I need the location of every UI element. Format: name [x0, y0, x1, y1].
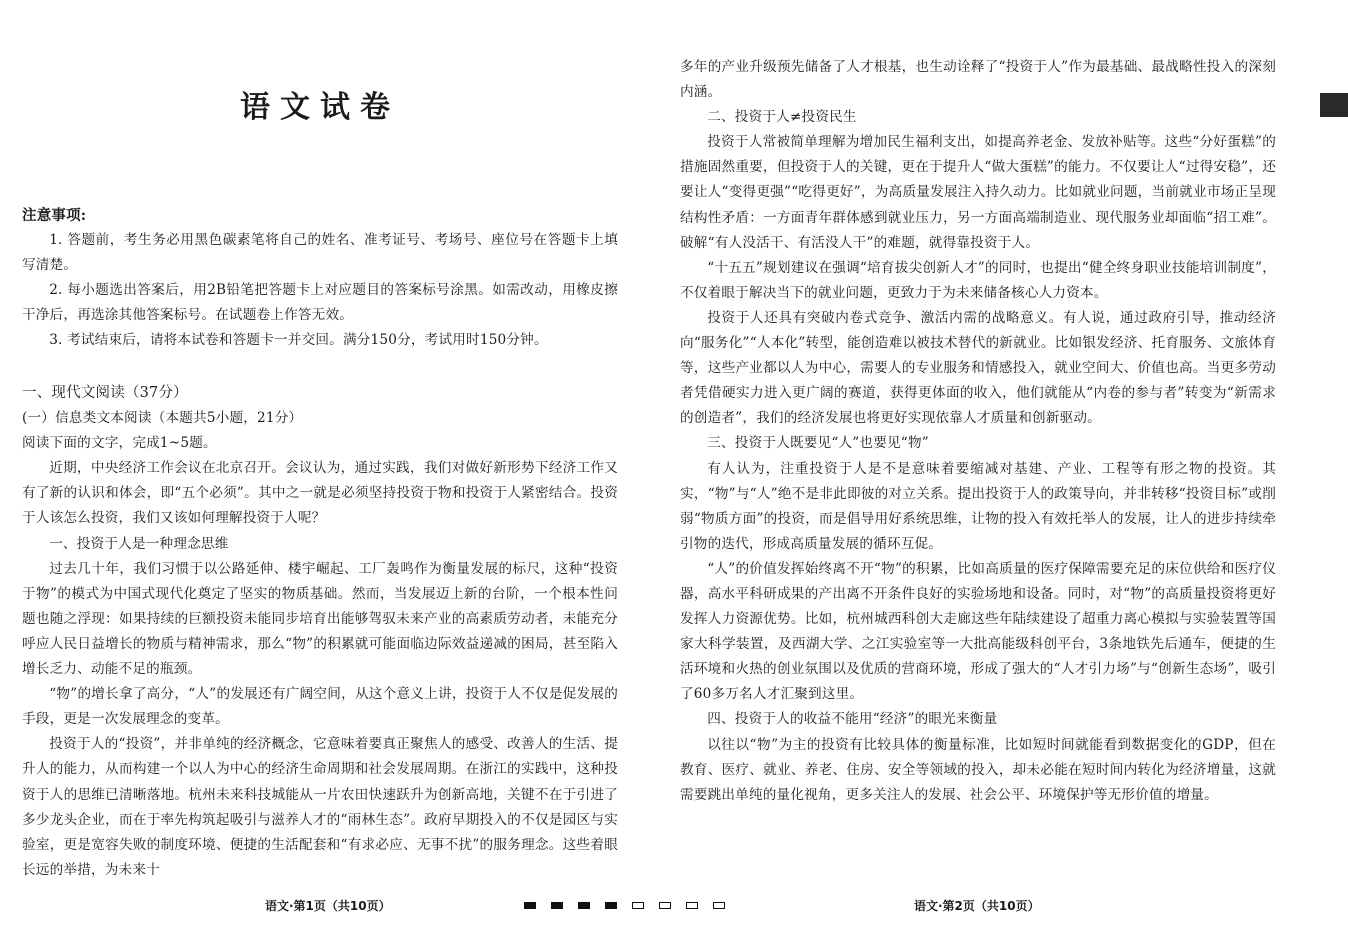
- exam-title: 语文试卷: [240, 90, 400, 125]
- progress-mark-empty: [713, 902, 725, 909]
- body-paragraph: “十五五”规划建议在强调“培育拔尖创新人才”的同时，也提出“健全终身职业技能培训制度”，不仅着眼于解决当下的就业问题，更致力于为未来储备核心人力资本。: [680, 259, 1276, 301]
- notice-item: 2. 每小题选出答案后，用2B铅笔把答题卡上对应题目的答案标号涂黑。如需改动，用橡皮擦干净后，再选涂其他答案标号。在试题卷上作答无效。: [22, 282, 618, 324]
- page-1: [22, 0, 618, 952]
- body-paragraph: 以往以“物”为主的投资有比较具体的衡量标准，比如短时间就能看到数据变化的GDP，但在教育、医疗、就业、养老、住房、安全等领域的投入，却未必能在短时间内转化为经济增量，这就需要跳出单纯的量化视角，更多关注人的发展、社会公平、环境保护等无形价值的增量。: [680, 736, 1276, 803]
- article-subheading: 二、投资于人≠投资民生: [707, 109, 857, 126]
- progress-mark-empty: [632, 902, 644, 909]
- progress-mark-empty: [659, 902, 671, 909]
- progress-mark-filled: [578, 902, 590, 909]
- article-continued: [680, 55, 1276, 808]
- notice-heading: 注意事项:: [22, 207, 87, 224]
- page-1-footer: 语文·第1页（共10页）: [265, 899, 391, 913]
- body-paragraph: 过去几十年，我们习惯于以公路延伸、楼宇崛起、工厂轰鸣作为衡量发展的标尺，这种“投资于物”的模式为中国式现代化奠定了坚实的物质基础。然而，当发展迈上新的台阶，一个根本性问题也随之浮现：如果持续的巨额投资未能同步培育出能够驾驭未来产业的高素质劳动者，未能充分呼应人民日益增长的物质与精神需求，那么“物”的积累就可能面临边际效益递减的困局，甚至陷入增长乏力、动能不足的瓶颈。: [22, 560, 618, 678]
- article-subheading: 一、投资于人是一种理念思维: [49, 535, 229, 552]
- progress-mark-filled: [524, 902, 536, 909]
- binding-mark: [1320, 93, 1348, 117]
- article-subheading: 四、投资于人的收益不能用“经济”的眼光来衡量: [707, 711, 998, 728]
- page-2: [680, 0, 1276, 952]
- body-paragraph: 投资于人常被简单理解为增加民生福利支出，如提高养老金、发放补贴等。这些“分好蛋糕”的措施固然重要，但投资于人的关键，更在于提升人“做大蛋糕”的能力。不仅要让人“过得安稳”，还要让人“变得更强”“吃得更好”，为高质量发展注入持久动力。比如就业问题，当前就业市场正呈现结构性矛盾：一方面青年群体感到就业压力，另一方面高端制造业、现代服务业却面临“招工难”。破解“有人没活干、有活没人干”的难题，就得靠投资于人。: [680, 134, 1276, 251]
- notice-section: [22, 203, 618, 354]
- page-2-footer: 语文·第2页（共10页）: [914, 899, 1040, 913]
- reading-section: [22, 381, 618, 883]
- body-paragraph: 投资于人还具有突破内卷式竞争、激活内需的战略意义。有人说，通过政府引导，推动经济向“服务化”“人本化”转型，能创造难以被技术替代的新就业。比如银发经济、托育服务、文旅体育等，这些产业都以人为中心，需要人的专业服务和情感投入，就业空间大、价值也高。当更多劳动者凭借硬实力进入更广阔的赛道，获得更体面的收入，他们就能从“内卷的参与者”转变为“新需求的创造者”，我们的经济发展也将更好实现依靠人才质量和创新驱动。: [680, 309, 1276, 427]
- body-paragraph: 投资于人的“投资”，并非单纯的经济概念，它意味着要真正聚焦人的感受、改善人的生活、提升人的能力，从而构建一个以人为中心的经济生命周期和社会发展周期。在浙江的实践中，这种投资于人的思维已清晰落地。杭州未来科技城能从一片农田快速跃升为创新高地，关键不在于引进了多少龙头企业，而在于率先构筑起吸引与滋养人才的“雨林生态”。政府早期投入的不仅是园区与实验室，更是宽容失败的制度环境、便捷的生活配套和“有求必应、无事不扰”的服务理念。这些着眼长远的举措，为未来十: [22, 736, 618, 878]
- progress-mark-filled: [551, 902, 563, 909]
- body-paragraph: “物”的增长拿了高分，“人”的发展还有广阔空间，从这个意义上讲，投资于人不仅是促发展的手段，更是一次发展理念的变革。: [22, 686, 618, 728]
- section-heading: 一、现代文阅读（37分）: [22, 385, 188, 401]
- subsection-heading: (一）信息类文本阅读（本题共5小题，21分）: [22, 410, 303, 427]
- progress-mark-filled: [605, 902, 617, 909]
- notice-item: 3. 考试结束后，请将本试卷和答题卡一并交回。满分150分，考试用时150分钟。: [49, 332, 548, 349]
- notice-item: 1. 答题前，考生务必用黑色碳素笔将自己的姓名、准考证号、考场号、座位号在答题卡上填写清楚。: [22, 232, 618, 274]
- body-paragraph: 有人认为，注重投资于人是不是意味着要缩减对基建、产业、工程等有形之物的投资。其实，“物”与“人”绝不是非此即彼的对立关系。提出投资于人的政策导向，并非转移“投资目标”或削弱“物质方面”的投资，而是倡导用好系统思维，让物的投入有效托举人的发展，让人的进步持续牵引物的迭代，形成高质量发展的循环互促。: [680, 460, 1276, 552]
- article-subheading: 三、投资于人既要见“人”也要见“物”: [707, 435, 929, 452]
- body-paragraph: 多年的产业升级预先储备了人才根基，也生动诠释了“投资于人”作为最基础、最战略性投入的深刻内涵。: [680, 59, 1276, 101]
- body-paragraph: 近期，中央经济工作会议在北京召开。会议认为，通过实践，我们对做好新形势下经济工作又有了新的认识和体会，即“五个必须”。其中之一就是必须坚持投资于物和投资于人紧密结合。投资于人该怎么投资，我们又该如何理解投资于人呢？: [22, 460, 618, 527]
- progress-mark-empty: [686, 902, 698, 909]
- reading-instruction: 阅读下面的文字，完成1~5题。: [22, 435, 217, 452]
- body-paragraph: “人”的价值发挥始终离不开“物”的积累，比如高质量的医疗保障需要充足的床位供给和医疗仪器，高水平科研成果的产出离不开条件良好的实验场地和设备。同时，对“物”的高质量投资将更好发挥人力资源优势。比如，杭州城西科创大走廊这些年陆续建设了超重力离心模拟与实验装置等国家大科学装置，及西湖大学、之江实验室等一大批高能级科创平台，3条地铁先后通车，便捷的生活环境和火热的创业氛围以及优质的营商环境，形成了强大的“人才引力场”与“创新生态场”，吸引了60多万名人才汇聚到这里。: [680, 560, 1276, 703]
- page-progress-marks: [524, 902, 725, 909]
